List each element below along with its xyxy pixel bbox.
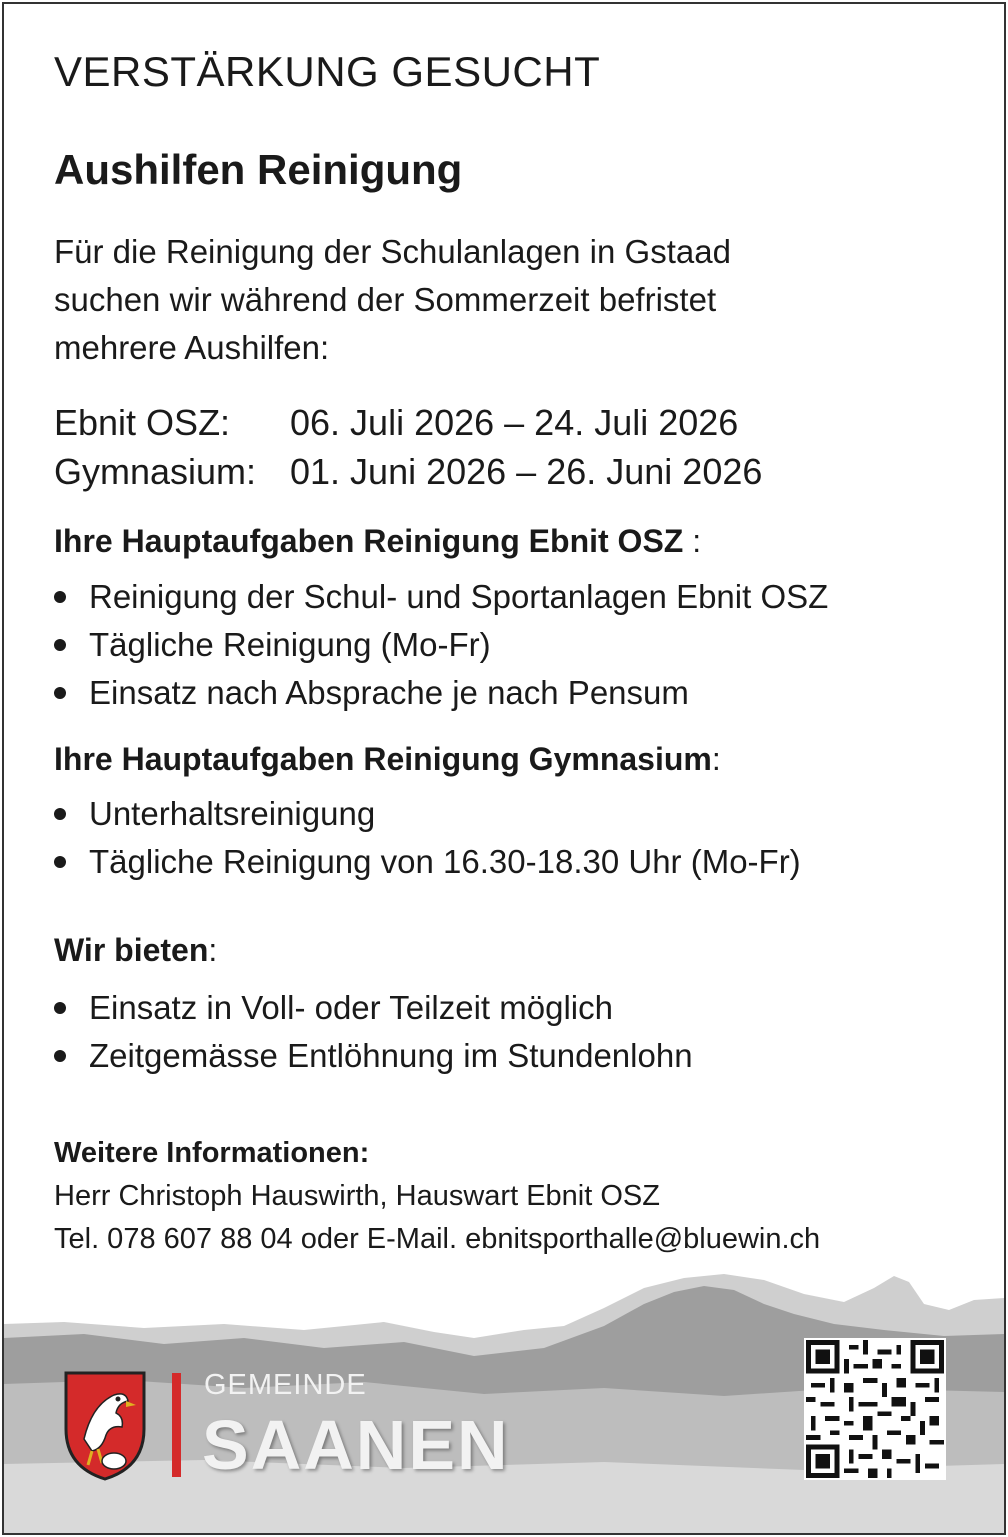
bullet-icon — [54, 856, 66, 868]
section-heading-suffix: : — [208, 932, 218, 968]
intro-text — [54, 228, 954, 372]
section-heading-ebnit — [54, 523, 701, 560]
kicker-heading: VERSTÄRKUNG GESUCHT — [54, 48, 601, 95]
list-item — [54, 984, 693, 1032]
bullet-icon — [54, 808, 66, 820]
bullet-icon — [54, 639, 66, 651]
logo-divider — [172, 1373, 181, 1477]
org-label-big: SAANEN — [202, 1406, 510, 1484]
list-item — [54, 790, 801, 838]
date-label: Gymnasium: — [54, 451, 257, 492]
list-item-text: Einsatz in Voll- oder Teilzeit möglich — [89, 989, 613, 1026]
intro-line: Für die Reinigung der Schulanlagen in Gstaad — [54, 233, 731, 270]
section-heading-gymnasium — [54, 741, 721, 778]
section-heading-suffix: : — [711, 741, 721, 777]
list-item-text: Einsatz nach Absprache je nach Pensum — [89, 674, 689, 711]
intro-line: mehrere Aushilfen: — [54, 329, 330, 366]
saanen-crest-icon — [62, 1369, 148, 1481]
list-item — [54, 573, 828, 621]
job-advertisement — [2, 2, 1006, 1535]
intro-line: suchen wir während der Sommerzeit befristet — [54, 281, 717, 318]
date-range: 01. Juni 2026 – 26. Juni 2026 — [290, 451, 763, 492]
date-table — [54, 398, 762, 496]
task-list-ebnit — [54, 573, 828, 717]
list-item — [54, 838, 801, 886]
list-item-text: Zeitgemässe Entlöhnung im Stundenlohn — [89, 1037, 693, 1074]
bullet-icon — [54, 687, 66, 699]
org-label-small: GEMEINDE — [204, 1369, 367, 1401]
date-range: 06. Juli 2026 – 24. Juli 2026 — [290, 402, 739, 443]
contact-tel-email[interactable]: Tel. 078 607 88 04 oder E-Mail. ebnitsporthalle@bluewin.ch — [54, 1223, 821, 1255]
task-list-gymnasium — [54, 790, 801, 886]
bullet-icon — [54, 591, 66, 603]
date-row-ebnit — [54, 398, 762, 447]
municipality-logo — [62, 1369, 562, 1489]
bullet-icon — [54, 1050, 66, 1062]
contact-info — [54, 1132, 820, 1261]
contact-person: Herr Christoph Hauswirth, Hauswart Ebnit OSZ — [54, 1180, 660, 1212]
list-item-text: Tägliche Reinigung (Mo-Fr) — [89, 626, 491, 663]
job-title: Aushilfen Reinigung — [54, 146, 463, 193]
list-item-text: Reinigung der Schul- und Sportanlagen Ebnit OSZ — [89, 578, 829, 615]
section-heading-offer — [54, 932, 217, 969]
date-label: Ebnit OSZ: — [54, 402, 231, 443]
list-item — [54, 621, 828, 669]
contact-heading: Weitere Informationen: — [54, 1137, 370, 1169]
section-heading-text: Ihre Hauptaufgaben Reinigung Ebnit OSZ — [54, 523, 684, 559]
section-heading-text: Wir bieten — [54, 932, 209, 968]
list-item — [54, 669, 828, 717]
list-item-text: Unterhaltsreinigung — [89, 795, 376, 832]
bullet-icon — [54, 1002, 66, 1014]
section-heading-text: Ihre Hauptaufgaben Reinigung Gymnasium — [54, 741, 712, 777]
list-item — [54, 1032, 693, 1080]
offer-list — [54, 984, 693, 1080]
date-row-gymnasium — [54, 447, 762, 496]
list-item-text: Tägliche Reinigung von 16.30-18.30 Uhr (Mo-Fr) — [89, 843, 801, 880]
qr-code-icon[interactable] — [804, 1338, 946, 1480]
section-heading-suffix: : — [683, 523, 702, 559]
